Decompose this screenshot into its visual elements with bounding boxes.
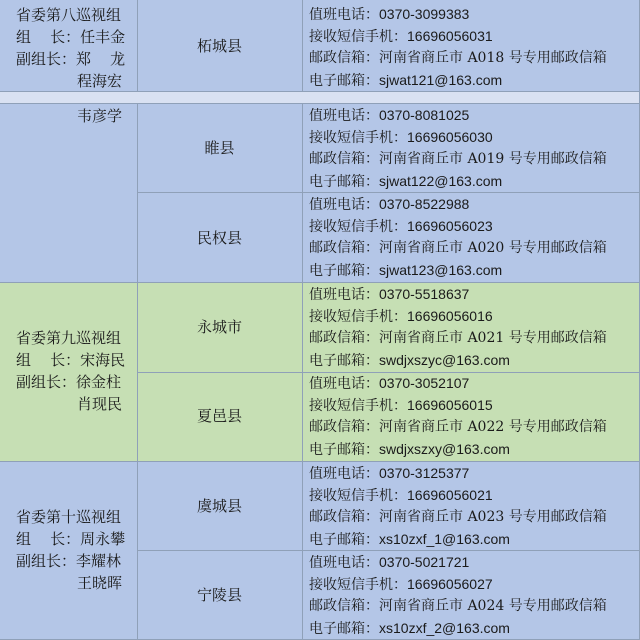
sms-line: [309, 484, 493, 507]
deputy-label: 副组长：: [16, 373, 77, 391]
mailbox-line: [309, 47, 607, 69]
leader-label: 组 长：: [16, 351, 81, 369]
sms-label: 接收短信手机：: [309, 488, 407, 504]
email-value: xs10zxf_2@163.com: [379, 620, 510, 636]
mailbox-line: [309, 506, 607, 528]
grid-line: [302, 0, 303, 92]
sms-line: [309, 394, 493, 417]
sms-value: 16696056023: [407, 218, 493, 234]
group-deputy-line: [16, 550, 121, 572]
county-name: 宁陵县: [196, 586, 242, 604]
group-leader-line: [16, 528, 125, 550]
email-value: swdjxszyc@163.com: [379, 352, 510, 368]
sms-line: [309, 25, 493, 48]
group-deputy-line: [16, 48, 125, 70]
sms-line: [309, 305, 493, 328]
sms-value: 16696056021: [407, 487, 493, 503]
phone-label: 值班电话：: [309, 555, 379, 571]
page-break-gap: [0, 92, 640, 103]
group-title: 省委第八巡视组: [16, 6, 122, 24]
sms-label: 接收短信手机：: [309, 130, 407, 146]
deputy-name: 韦彦学: [77, 107, 123, 125]
leader-label: 组 长：: [16, 530, 81, 548]
leader-name: 周永攀: [80, 530, 126, 548]
sms-value: 16696056015: [407, 397, 493, 413]
mailbox-value: 河南省商丘市 A021 号专用邮政信箱: [379, 330, 607, 346]
group-leader-line: [16, 26, 125, 48]
mailbox-value: 河南省商丘市 A022 号专用邮政信箱: [379, 419, 607, 435]
sms-value: 16696056031: [407, 28, 493, 44]
phone-label: 值班电话：: [309, 466, 379, 482]
sms-line: [309, 126, 493, 149]
leader-name: 宋海民: [80, 351, 126, 369]
deputy-name: 王晓晖: [77, 574, 123, 592]
phone-line: [309, 462, 469, 485]
phone-value: 0370-3125377: [379, 465, 470, 481]
group-title: 省委第九巡视组: [16, 329, 122, 347]
mailbox-line: [309, 237, 607, 259]
email-line: [309, 349, 510, 372]
mailbox-label: 邮政信箱：: [309, 50, 379, 66]
phone-value: 0370-8522988: [379, 196, 470, 212]
email-line: [309, 438, 510, 461]
phone-line: [309, 104, 469, 127]
leader-label: 组 长：: [16, 28, 81, 46]
mailbox-label: 邮政信箱：: [309, 151, 379, 167]
mailbox-line: [309, 327, 607, 349]
mailbox-label: 邮政信箱：: [309, 598, 379, 614]
phone-label: 值班电话：: [309, 197, 379, 213]
email-line: [309, 617, 510, 640]
email-value: sjwat123@163.com: [379, 262, 503, 278]
mailbox-value: 河南省商丘市 A018 号专用邮政信箱: [379, 50, 607, 66]
leader-name: 任丰金: [80, 28, 126, 46]
county-name: 永城市: [196, 318, 242, 336]
sms-label: 接收短信手机：: [309, 219, 407, 235]
sms-label: 接收短信手机：: [309, 29, 407, 45]
deputy-name: 李耀林: [76, 552, 122, 570]
sms-label: 接收短信手机：: [309, 309, 407, 325]
deputy-label: 副组长：: [16, 552, 77, 570]
phone-value: 0370-3099383: [379, 6, 470, 22]
phone-line: [309, 551, 469, 574]
email-label: 电子邮箱：: [309, 353, 379, 369]
county-name: 夏邑县: [196, 407, 242, 425]
email-value: sjwat122@163.com: [379, 173, 503, 189]
deputy-name: 徐金柱: [76, 373, 122, 391]
sms-value: 16696056027: [407, 576, 493, 592]
mailbox-label: 邮政信箱：: [309, 509, 379, 525]
email-value: sjwat121@163.com: [379, 72, 503, 88]
mailbox-line: [309, 595, 607, 617]
mailbox-label: 邮政信箱：: [309, 240, 379, 256]
sms-value: 16696056016: [407, 308, 493, 324]
sms-line: [309, 215, 493, 238]
mailbox-value: 河南省商丘市 A024 号专用邮政信箱: [379, 598, 607, 614]
group-title: 省委第十巡视组: [16, 508, 122, 526]
email-label: 电子邮箱：: [309, 263, 379, 279]
phone-value: 0370-5021721: [379, 554, 470, 570]
county-name: 柘城县: [196, 37, 242, 55]
email-label: 电子邮箱：: [309, 532, 379, 548]
county-name: 民权县: [196, 229, 242, 247]
phone-label: 值班电话：: [309, 108, 379, 124]
phone-label: 值班电话：: [309, 287, 379, 303]
email-label: 电子邮箱：: [309, 73, 379, 89]
group-leader-line: [16, 349, 125, 371]
phone-line: [309, 283, 469, 306]
deputy-name: 肖现民: [77, 395, 123, 413]
phone-label: 值班电话：: [309, 376, 379, 392]
mailbox-label: 邮政信箱：: [309, 330, 379, 346]
county-name: 虞城县: [196, 497, 242, 515]
email-label: 电子邮箱：: [309, 621, 379, 637]
group8-cell-bottom: [0, 104, 137, 282]
email-value: xs10zxf_1@163.com: [379, 531, 510, 547]
phone-line: [309, 3, 469, 26]
email-label: 电子邮箱：: [309, 174, 379, 190]
mailbox-label: 邮政信箱：: [309, 419, 379, 435]
group-deputy-line: [16, 371, 121, 393]
phone-value: 0370-8081025: [379, 107, 470, 123]
deputy-name: 郑 龙: [76, 50, 126, 68]
sms-label: 接收短信手机：: [309, 398, 407, 414]
mailbox-value: 河南省商丘市 A023 号专用邮政信箱: [379, 509, 607, 525]
email-line: [309, 259, 502, 282]
phone-line: [309, 372, 469, 395]
phone-value: 0370-5518637: [379, 286, 470, 302]
email-line: [309, 170, 502, 193]
deputy-name: 程海宏: [77, 72, 123, 90]
phone-line: [309, 193, 469, 216]
phone-value: 0370-3052107: [379, 375, 470, 391]
deputy-label: 副组长：: [16, 50, 77, 68]
sms-label: 接收短信手机：: [309, 577, 407, 593]
county-name: 睢县: [204, 139, 235, 157]
sms-value: 16696056030: [407, 129, 493, 145]
email-label: 电子邮箱：: [309, 442, 379, 458]
mailbox-line: [309, 416, 607, 438]
mailbox-line: [309, 148, 607, 170]
mailbox-value: 河南省商丘市 A020 号专用邮政信箱: [379, 240, 607, 256]
email-value: swdjxszxy@163.com: [379, 441, 510, 457]
mailbox-value: 河南省商丘市 A019 号专用邮政信箱: [379, 151, 607, 167]
email-line: [309, 69, 502, 92]
phone-label: 值班电话：: [309, 7, 379, 23]
email-line: [309, 528, 510, 551]
sms-line: [309, 573, 493, 596]
